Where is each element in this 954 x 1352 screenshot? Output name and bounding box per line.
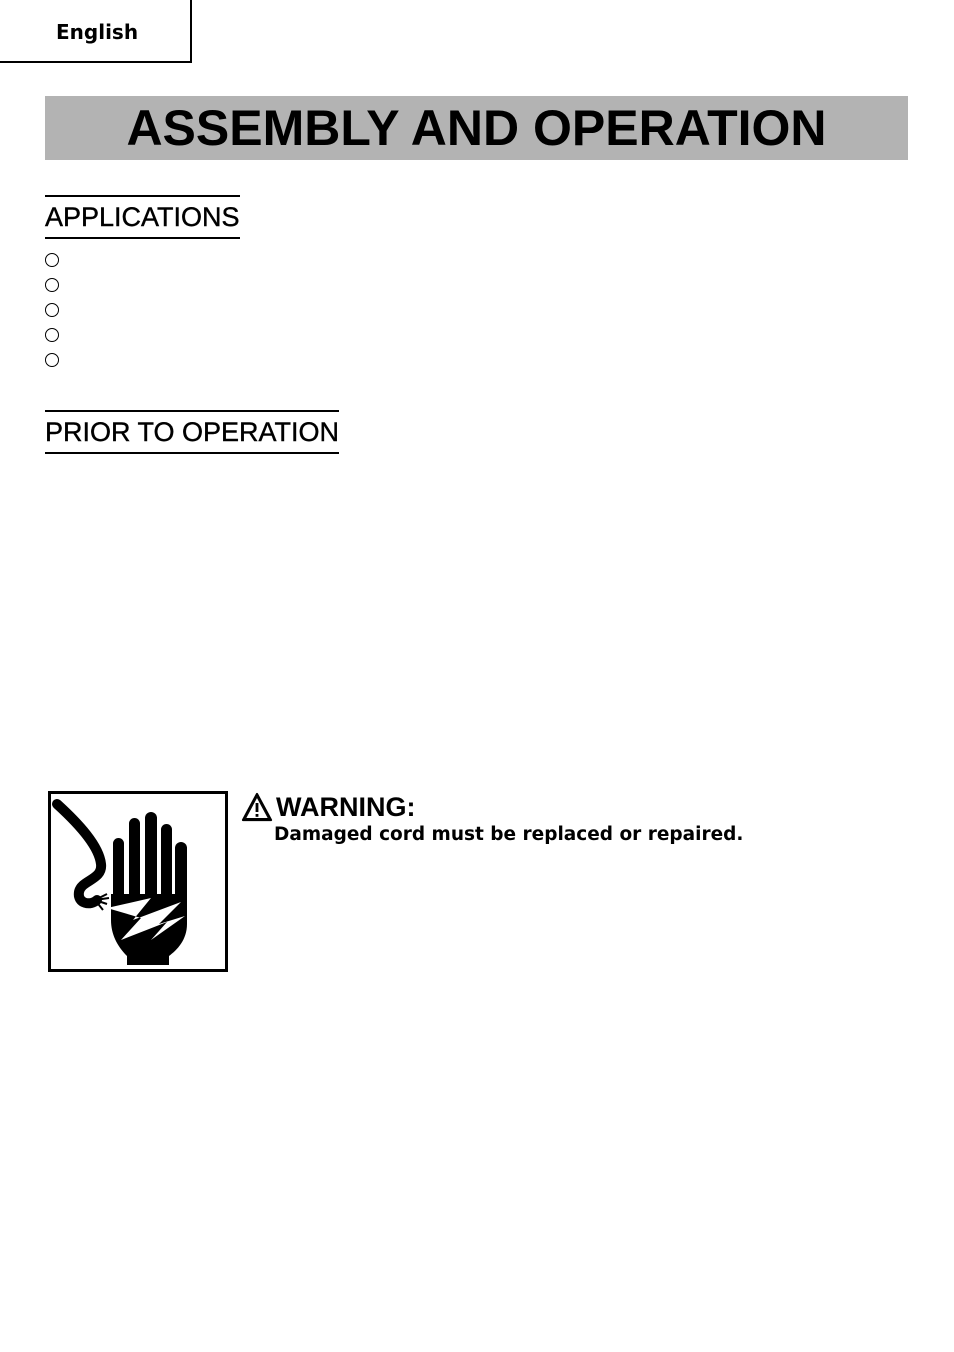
circle-bullet-icon (45, 303, 59, 317)
page-title-bar (45, 96, 908, 160)
list-item (45, 353, 59, 378)
warning-heading (241, 791, 415, 823)
warning-triangle-icon (241, 792, 273, 822)
circle-bullet-icon (45, 253, 59, 267)
language-tab (0, 0, 192, 63)
prior-to-operation-heading: PRIOR TO OPERATION (45, 410, 339, 454)
applications-list (45, 253, 59, 378)
warning-text: Damaged cord must be replaced or repaired. (274, 824, 744, 845)
warning-label: WARNING: (276, 792, 416, 822)
list-item (45, 303, 59, 328)
language-label: English (56, 20, 139, 44)
electric-shock-hand-icon (48, 791, 228, 972)
list-item (45, 328, 59, 353)
list-item (45, 278, 59, 303)
applications-heading: APPLICATIONS (45, 195, 240, 239)
circle-bullet-icon (45, 278, 59, 292)
circle-bullet-icon (45, 328, 59, 342)
page-title: ASSEMBLY AND OPERATION (126, 100, 827, 156)
circle-bullet-icon (45, 353, 59, 367)
list-item (45, 253, 59, 278)
